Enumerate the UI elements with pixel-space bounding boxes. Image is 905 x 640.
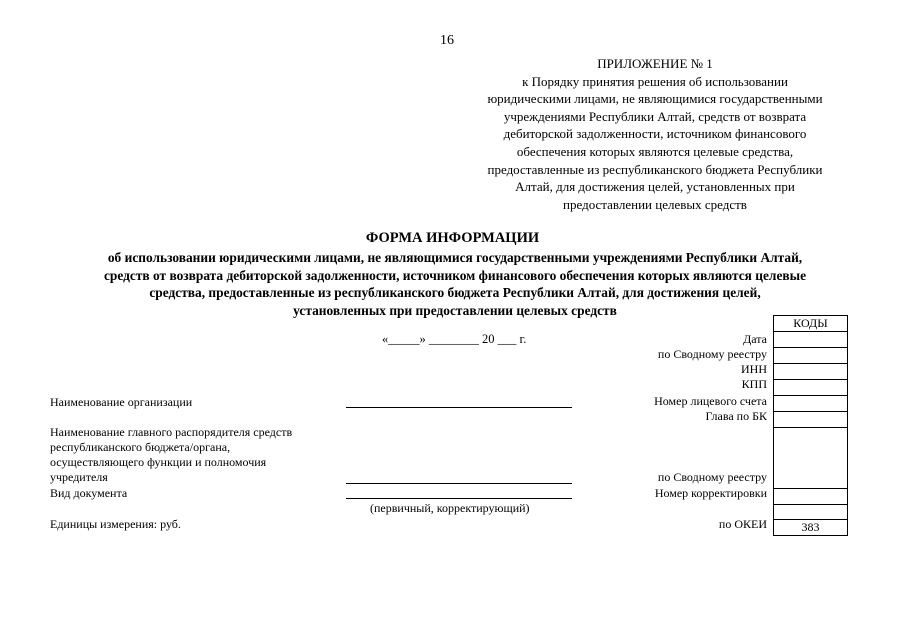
code-blank-cell: [774, 505, 848, 520]
appendix-title: ПРИЛОЖЕНИЕ № 1: [597, 56, 713, 71]
code-svodny-cell[interactable]: [774, 348, 848, 364]
code-account-cell[interactable]: [774, 396, 848, 412]
form-subtitle-line: средств от возврата дебиторской задолженности, источником финансового обеспечения которых являются целевые: [103, 267, 807, 283]
units-label: Единицы измерения: руб.: [50, 517, 181, 531]
appendix-line: Алтай, для достижения целей, установленных при: [515, 179, 795, 195]
appendix-line: к Порядку принятия решения об использовании: [522, 73, 788, 89]
correction-number-label: Номер корректировки: [654, 486, 767, 500]
form-title: ФОРМА ИНФОРМАЦИИ: [365, 230, 540, 246]
appendix-line: учреждениями Республики Алтай, средств от возврата: [503, 108, 807, 124]
date-code-label: Дата: [743, 332, 767, 346]
grbs-label-line: учредителя: [50, 470, 108, 484]
grbs-label-line: осуществляющего функции и полномочия: [50, 455, 267, 469]
page-number: 16: [440, 33, 454, 48]
grbs-label-line: Наименование главного распорядителя средств: [50, 425, 293, 439]
code-okei-cell[interactable]: 383: [774, 520, 848, 536]
appendix-block: [430, 55, 880, 213]
okei-label: по ОКЕИ: [718, 517, 767, 531]
grbs-field[interactable]: [346, 483, 572, 484]
doc-type-label: Вид документа: [50, 486, 128, 500]
grbs-label: [50, 425, 292, 485]
doc-type-field[interactable]: [346, 498, 572, 499]
appendix-line: предоставлении целевых средств: [563, 196, 747, 212]
form-subtitle: [30, 249, 880, 319]
code-correction-cell[interactable]: [774, 489, 848, 505]
code-kpp-cell[interactable]: [774, 380, 848, 396]
code-inn-cell[interactable]: [774, 364, 848, 380]
code-chapter-cell[interactable]: [774, 412, 848, 428]
grbs-label-line: республиканского бюджета/органа,: [50, 440, 231, 454]
report-date-line: «_____» ________ 20 ___ г.: [382, 332, 527, 346]
org-name-label: Наименование организации: [50, 395, 193, 409]
org-name-field[interactable]: [346, 407, 572, 408]
inn-label: ИНН: [741, 362, 767, 376]
form-subtitle-line: об использовании юридическими лицами, не являющимися государственными учреждениями Республики Алтай,: [107, 250, 803, 265]
code-date-cell[interactable]: [774, 332, 848, 348]
account-number-label: Номер лицевого счета: [654, 394, 767, 408]
form-subtitle-line: средства, предоставленные из республиканского бюджета Республики Алтай, для достижения целей,: [149, 285, 761, 300]
form-subtitle-line: установленных при предоставлении целевых средств: [293, 302, 617, 318]
doc-type-hint: (первичный, корректирующий): [370, 501, 530, 515]
appendix-line: обеспечения которых являются целевые средства,: [516, 143, 794, 159]
code-svodny2-cell[interactable]: [774, 428, 848, 489]
appendix-line: дебиторской задолженности, источником финансового: [503, 126, 807, 142]
appendix-line: юридическими лицами, не являющимися государственными: [487, 91, 823, 107]
bk-chapter-label: Глава по БК: [705, 409, 767, 423]
codes-table: [773, 315, 848, 536]
svodny-reestr-label-2: по Сводному реестру: [657, 470, 767, 484]
codes-header: КОДЫ: [774, 316, 848, 332]
svodny-reestr-label: по Сводному реестру: [657, 347, 767, 361]
appendix-line: предоставленные из республиканского бюджета Республики: [487, 161, 823, 177]
kpp-label: КПП: [741, 377, 767, 391]
